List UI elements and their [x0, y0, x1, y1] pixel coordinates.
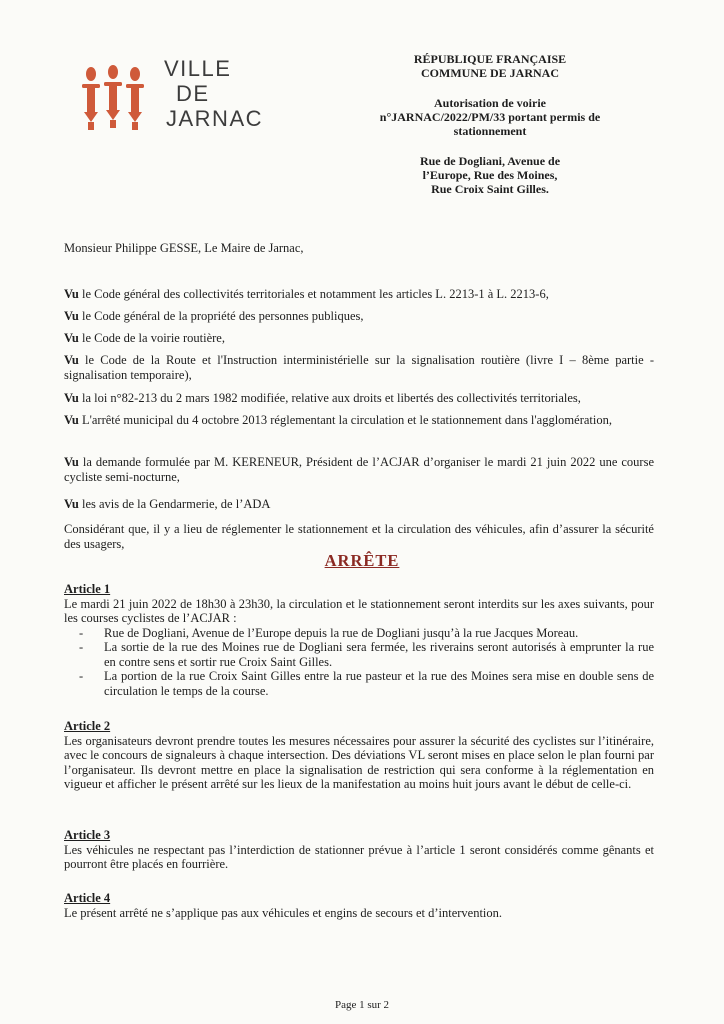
mayor-intro: Monsieur Philippe GESSE, Le Maire de Jarnac, [64, 241, 304, 255]
header-commune: COMMUNE DE JARNAC [421, 66, 559, 80]
article-3 [64, 828, 654, 872]
visa-4 [64, 353, 654, 382]
visa-8 [64, 497, 654, 512]
article-heading: Article 1 [64, 582, 111, 596]
visa-1 [64, 287, 654, 302]
list-item: - La sortie de la rue des Moines rue de Dogliani sera fermée, les riverains seront autorisés à emprunter la rue en contre sens et sortir rue Croix Saint Gilles. [104, 640, 654, 669]
article-1-list [64, 626, 654, 699]
header-streets-line-1: Rue de Dogliani, Avenue de [419, 154, 561, 168]
arrete-title: ARRÊTE [324, 551, 400, 570]
article-heading: Article 3 [64, 828, 111, 842]
considerant: Considérant que, il y a lieu de réglementer le stationnement et la circulation des véhicules, afin d’assurer la sécurité des usagers, [64, 522, 654, 551]
header-streets-line-2: l’Europe, Rue des Moines, [422, 168, 558, 182]
header-auth-line-2: n°JARNAC/2022/PM/33 portant permis de [379, 110, 601, 124]
vu-label: Vu [64, 353, 79, 367]
jarnac-fish-emblem-icon [78, 62, 148, 134]
vu-label: Vu [64, 455, 79, 469]
vu-label: Vu [64, 391, 79, 405]
town-logo [78, 56, 264, 136]
article-heading: Article 2 [64, 719, 111, 733]
document-header [360, 52, 620, 196]
visa-7 [64, 455, 654, 484]
list-item: - La portion de la rue Croix Saint Gilles entre la rue pasteur et la rue des Moines sera mise en double sens de circulation le temps de la course. [104, 669, 654, 698]
vu-label: Vu [64, 309, 79, 323]
article-heading: Article 4 [64, 891, 111, 905]
visa-text: le Code de la voirie routière, [81, 331, 225, 345]
article-text: Les véhicules ne respectant pas l’interdiction de stationner prévue à l’article 1 seront considérés comme gênants et pourront être placés en fourrière. [64, 842, 654, 871]
article-4 [64, 891, 654, 920]
article-text: Le présent arrêté ne s’applique pas aux véhicules et engins de secours et d’intervention. [64, 905, 503, 920]
list-item: - Rue de Dogliani, Avenue de l’Europe depuis la rue de Dogliani jusqu’à la rue Jacques Moreau. [104, 626, 654, 641]
visa-text: le Code de la Route et l'Instruction interministérielle sur la signalisation routière (livre I – 8ème partie - signalisation temporaire), [64, 353, 654, 382]
visa-text: le Code général des collectivités territoriales et notamment les articles L. 2213-1 à L. 2213-6, [81, 287, 549, 301]
logo-line-de: DE [176, 81, 210, 106]
article-1 [64, 582, 654, 698]
header-auth-line-3: stationnement [453, 124, 527, 138]
header-streets-line-3: Rue Croix Saint Gilles. [431, 182, 549, 196]
article-text: Le mardi 21 juin 2022 de 18h30 à 23h30, la circulation et le stationnement seront interdits sur les axes suivants, pour les courses cyclistes de l’ACJAR : [64, 596, 654, 625]
visa-text: la loi n°82-213 du 2 mars 1982 modifiée, relative aux droits et libertés des collectivités territoriales, [81, 391, 581, 405]
logo-wordmark [164, 56, 263, 131]
logo-line-jarnac: JARNAC [166, 106, 264, 131]
visa-text: la demande formulée par M. KERENEUR, Président de l’ACJAR d’organiser le mardi 21 juin 2022 une course cycliste semi-nocturne, [64, 455, 654, 484]
visa-text: les avis de la Gendarmerie, de l’ADA [81, 497, 271, 511]
visa-6 [64, 413, 654, 428]
vu-label: Vu [64, 497, 79, 511]
logo-line-ville: VILLE [164, 56, 232, 81]
visa-5 [64, 391, 654, 406]
header-auth-line-1: Autorisation de voirie [434, 96, 546, 110]
visa-text: L'arrêté municipal du 4 octobre 2013 réglementant la circulation et le stationnement dans l'agglomération, [81, 413, 612, 427]
vu-label: Vu [64, 331, 79, 345]
article-2 [64, 719, 654, 792]
vu-label: Vu [64, 413, 79, 427]
visa-3 [64, 331, 654, 346]
vu-label: Vu [64, 287, 79, 301]
page-number: Page 1 sur 2 [334, 999, 390, 1011]
header-republique: RÉPUBLIQUE FRANÇAISE [413, 52, 567, 66]
article-text: Les organisateurs devront prendre toutes les mesures nécessaires pour assurer la sécurité des cyclistes sur l’itinéraire, avec le concours de signaleurs à chaque intersection. Des déviations VL seront mises en place selon le plan fourni par l’organisateur. Ils devront mettre en place la signalisation de restriction qui sera conforme à la réglementation en vigueur et afficher le présent arrêté sur les lieux de la manifestation au moins huit jours avant le début de celle-ci. [64, 733, 654, 791]
visa-2 [64, 309, 654, 324]
visa-text: le Code général de la propriété des personnes publiques, [81, 309, 364, 323]
